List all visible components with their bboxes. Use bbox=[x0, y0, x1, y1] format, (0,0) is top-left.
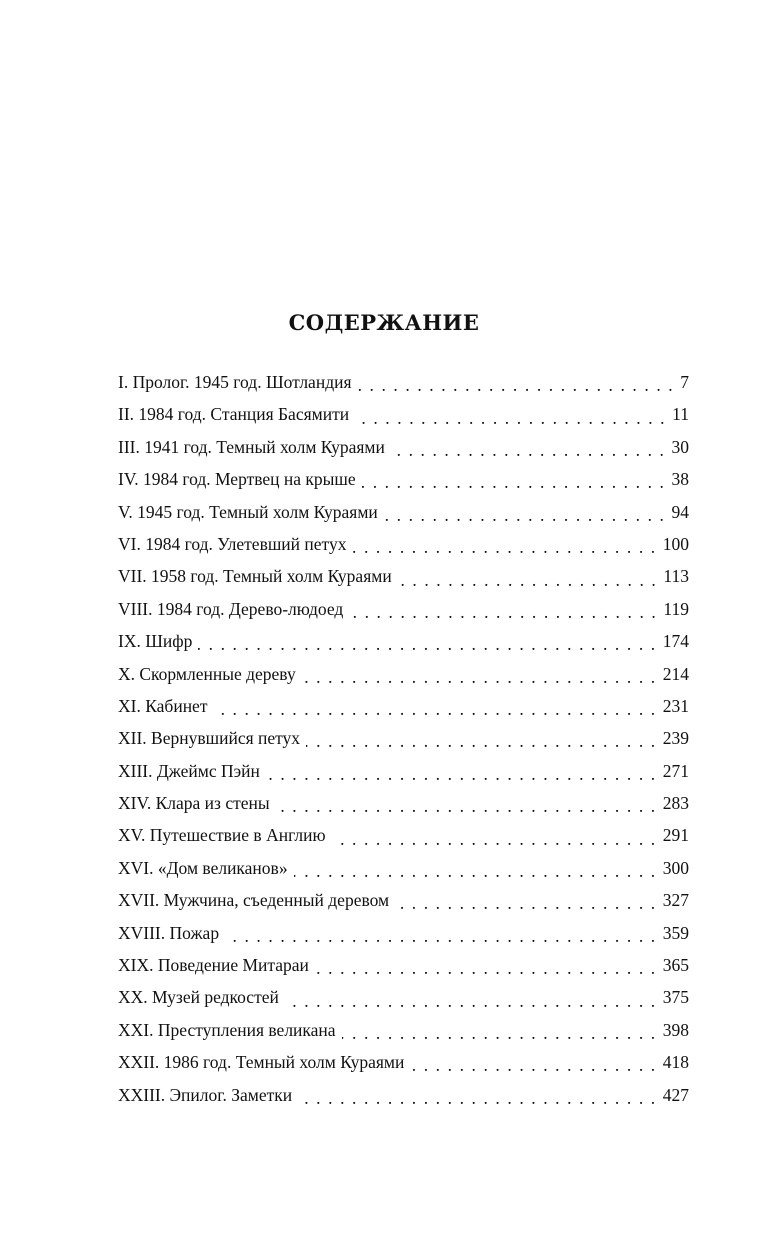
toc-entry-page: 174 bbox=[662, 631, 689, 652]
toc-entry-title: VII. 1958 год. Темный холм Кураями bbox=[118, 566, 392, 587]
dot-leader bbox=[266, 761, 657, 781]
toc-entry-title: XVIII. Пожар bbox=[118, 922, 220, 943]
toc-entry-title: X. Скормленные дереву bbox=[118, 663, 296, 684]
toc-entry-page: 418 bbox=[662, 1052, 689, 1073]
toc-entry-title: XX. Музей редкостей bbox=[118, 987, 279, 1008]
toc-entry-title: IV. 1984 год. Мертвец на крыше bbox=[118, 469, 356, 490]
dot-leader bbox=[276, 793, 657, 813]
toc-entry-page: 291 bbox=[662, 825, 689, 846]
toc-entry-page: 327 bbox=[662, 890, 689, 911]
toc-entry bbox=[118, 852, 689, 884]
toc-entry-title: XI. Кабинет bbox=[118, 695, 208, 716]
toc-entry-title: XXII. 1986 год. Темный холм Кураями bbox=[118, 1052, 405, 1073]
toc-entry bbox=[118, 625, 689, 657]
toc-entry-page: 100 bbox=[662, 533, 689, 554]
toc-entry-page: 283 bbox=[662, 793, 689, 814]
dot-leader bbox=[315, 955, 657, 975]
toc-entry bbox=[118, 819, 689, 851]
toc-entry bbox=[118, 1014, 689, 1046]
toc-entry-page: 30 bbox=[671, 436, 689, 457]
toc-entry bbox=[118, 658, 689, 690]
toc-entry bbox=[118, 1046, 689, 1078]
toc-entry-page: 113 bbox=[663, 566, 689, 587]
toc-entry-page: 94 bbox=[671, 501, 689, 522]
toc-entry bbox=[118, 593, 689, 625]
toc-entry bbox=[118, 755, 689, 787]
toc-entry-title: XVI. «Дом великанов» bbox=[118, 857, 288, 878]
toc-entry bbox=[118, 884, 689, 916]
dot-leader bbox=[352, 534, 656, 554]
toc-entry-title: VI. 1984 год. Улетевший петух bbox=[118, 533, 347, 554]
dot-leader bbox=[398, 567, 658, 587]
toc-entry-page: 365 bbox=[662, 955, 689, 976]
toc-entry-page: 300 bbox=[662, 857, 689, 878]
dot-leader bbox=[302, 664, 657, 684]
toc-entry bbox=[118, 981, 689, 1013]
toc-entry bbox=[118, 787, 689, 819]
dot-leader bbox=[306, 728, 657, 748]
toc-entry-title: XII. Вернувшийся петух bbox=[118, 728, 301, 749]
toc-entry bbox=[118, 431, 689, 463]
toc-entry bbox=[118, 722, 689, 754]
dot-leader bbox=[342, 1020, 657, 1040]
toc-entry-title: VIII. 1984 год. Дерево-людоед bbox=[118, 598, 344, 619]
toc-entry bbox=[118, 1079, 689, 1111]
dot-leader bbox=[355, 405, 666, 425]
toc-entry-page: 239 bbox=[662, 728, 689, 749]
toc-entry-page: 398 bbox=[662, 1019, 689, 1040]
toc-entry bbox=[118, 528, 689, 560]
dot-leader bbox=[410, 1052, 656, 1072]
toc-entry bbox=[118, 463, 689, 495]
toc-entry-page: 38 bbox=[671, 469, 689, 490]
dot-leader bbox=[391, 437, 666, 457]
page-title: СОДЕРЖАНИЕ bbox=[288, 310, 480, 335]
toc-entry-title: I. Пролог. 1945 год. Шотландия bbox=[118, 372, 352, 392]
dot-leader bbox=[225, 923, 657, 943]
dot-leader bbox=[384, 502, 666, 522]
dot-leader bbox=[395, 890, 657, 910]
toc-entry bbox=[118, 690, 689, 722]
toc-entry bbox=[118, 560, 689, 592]
toc-entry-title: III. 1941 год. Темный холм Кураями bbox=[118, 436, 385, 457]
toc-entry bbox=[118, 366, 689, 398]
dot-leader bbox=[285, 988, 657, 1008]
toc-entry bbox=[118, 949, 689, 981]
dot-leader bbox=[332, 826, 657, 846]
toc-entry-title: V. 1945 год. Темный холм Кураями bbox=[118, 501, 378, 522]
table-of-contents bbox=[118, 366, 689, 1111]
toc-entry bbox=[118, 496, 689, 528]
toc-entry-page: 214 bbox=[662, 663, 689, 684]
toc-entry-title: XIII. Джеймс Пэйн bbox=[118, 760, 260, 781]
toc-entry-page: 231 bbox=[662, 695, 689, 716]
toc-entry-title: XXI. Преступления великана bbox=[118, 1019, 336, 1040]
toc-entry-title: XIV. Клара из стены bbox=[118, 793, 270, 814]
dot-leader bbox=[298, 1085, 657, 1105]
toc-entry-title: XVII. Мужчина, съеденный деревом bbox=[118, 890, 390, 911]
toc-entry-page: 119 bbox=[663, 598, 689, 619]
dot-leader bbox=[349, 599, 657, 619]
toc-entry-page: 11 bbox=[672, 404, 689, 425]
dot-leader bbox=[358, 372, 675, 392]
toc-entry-title: XV. Путешествие в Англию bbox=[118, 825, 326, 846]
toc-entry-title: IX. Шифр bbox=[118, 631, 193, 652]
dot-leader bbox=[362, 469, 666, 489]
dot-leader bbox=[294, 858, 657, 878]
dot-leader bbox=[213, 696, 656, 716]
toc-entry-page: 427 bbox=[662, 1084, 689, 1105]
toc-entry-title: XIX. Поведение Митараи bbox=[118, 955, 309, 976]
toc-entry-title: XXIII. Эпилог. Заметки bbox=[118, 1084, 293, 1105]
toc-entry-page: 359 bbox=[662, 922, 689, 943]
toc-entry-page: 375 bbox=[662, 987, 689, 1008]
toc-entry-page: 271 bbox=[662, 760, 689, 781]
dot-leader bbox=[198, 631, 656, 651]
toc-entry bbox=[118, 398, 689, 430]
toc-entry-page: 7 bbox=[680, 372, 689, 392]
toc-entry bbox=[118, 917, 689, 949]
toc-entry-title: II. 1984 год. Станция Басямити bbox=[118, 404, 350, 425]
